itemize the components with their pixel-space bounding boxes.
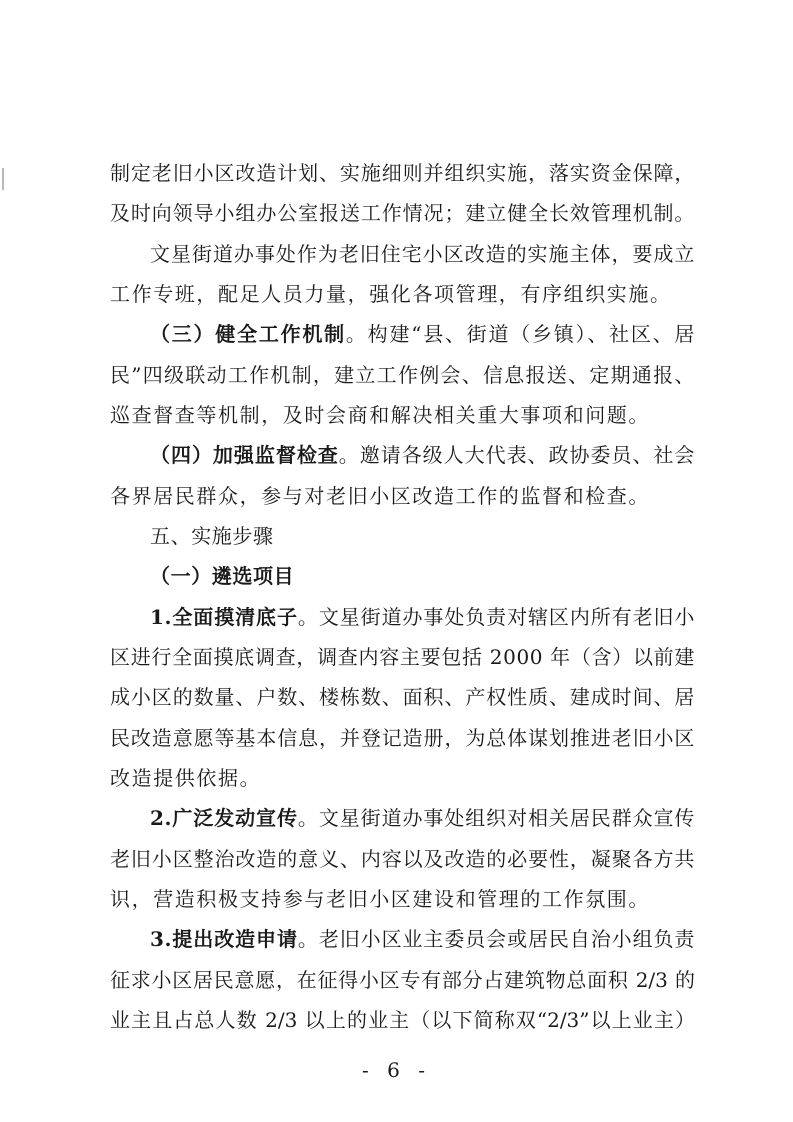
line-text: 五、实施步骤 (150, 524, 274, 548)
body-line-6 (110, 355, 695, 395)
body-line-19 (110, 879, 695, 919)
line-text: 改造提供依据。 (110, 766, 262, 790)
line-text: 征求小区居民意愿，在征得小区专有部分占建筑物总面积 2/3 的 (110, 968, 695, 992)
line-text: 识，营造积极支持参与老旧小区建设和管理的工作氛围。 (110, 887, 650, 911)
body-line-9 (110, 476, 695, 516)
body-line-4 (110, 274, 695, 314)
body-line-15 (110, 718, 695, 758)
section-heading-4: （四）加强监督检查 (150, 443, 339, 467)
line-text: 。老旧小区业主委员会或居民自治小组负责 (297, 927, 695, 951)
body-line-7 (110, 395, 695, 435)
body-line-13 (110, 637, 695, 677)
body-line-14 (110, 677, 695, 717)
item-heading-1: 1.全面摸清底子 (150, 605, 298, 629)
item-heading-3: 3.提出改造申请 (150, 927, 298, 951)
subsection-title: （一）遴选项目 (150, 564, 295, 588)
line-text: 老旧小区整治改造的意义、内容以及改造的必要性，凝聚各方共 (110, 847, 695, 871)
page-number: - 6 - (362, 1058, 431, 1082)
body-line-8 (150, 435, 695, 475)
line-text: 制定老旧小区改造计划、实施细则并组织实施，落实资金保障， (110, 161, 695, 185)
line-text: 工作专班，配足人员力量，强化各项管理，有序组织实施。 (110, 282, 672, 306)
body-line-18 (110, 839, 695, 879)
line-text: 巡查督查等机制，及时会商和解决相关重大事项和问题。 (110, 403, 650, 427)
body-line-17 (150, 798, 695, 838)
line-text: 文星街道办事处作为老旧住宅小区改造的实施主体，要成立 (150, 242, 695, 266)
line-text: 及时向领导小组办公室报送工作情况；建立健全长效管理机制。 (110, 201, 695, 225)
body-line-2 (110, 193, 695, 233)
item-heading-2: 2.广泛发动宣传 (150, 806, 298, 830)
line-text: 民”四级联动工作机制，建立工作例会、信息报送、定期通报、 (110, 363, 695, 387)
line-text: 。文星街道办事处组织对相关居民群众宣传 (297, 806, 695, 830)
body-line-5 (150, 314, 695, 354)
line-text: 各界居民群众，参与对老旧小区改造工作的监督和检查。 (110, 484, 650, 508)
line-text: 区进行全面摸底调查，调查内容主要包括 2000 年（含）以前建 (110, 645, 695, 669)
line-text: 业主且占总人数 2/3 以上的业主（以下简称双“2/3”以上业主） (110, 1008, 695, 1032)
body-line-22 (110, 1000, 695, 1040)
line-text: 。邀请各级人大代表、政协委员、社会 (338, 443, 695, 467)
body-line-20 (150, 919, 695, 959)
body-line-1 (110, 153, 695, 193)
line-text: 成小区的数量、户数、楼栋数、面积、产权性质、建成时间、居 (110, 685, 695, 709)
body-line-12 (150, 597, 695, 637)
body-line-16 (110, 758, 695, 798)
subsection-heading-1 (150, 556, 695, 596)
section-heading-3: （三）健全工作机制 (150, 322, 346, 346)
body-line-3 (150, 234, 695, 274)
line-text: 。文星街道办事处负责对辖区内所有老旧小 (297, 605, 695, 629)
scan-edge-mark (2, 168, 4, 190)
body-line-21 (110, 960, 695, 1000)
chapter-heading-5 (150, 516, 695, 556)
line-text: 民改造意愿等基本信息，并登记造册，为总体谋划推进老旧小区 (110, 726, 695, 750)
line-text: 。构建“县、街道（乡镇）、社区、居 (345, 322, 695, 346)
